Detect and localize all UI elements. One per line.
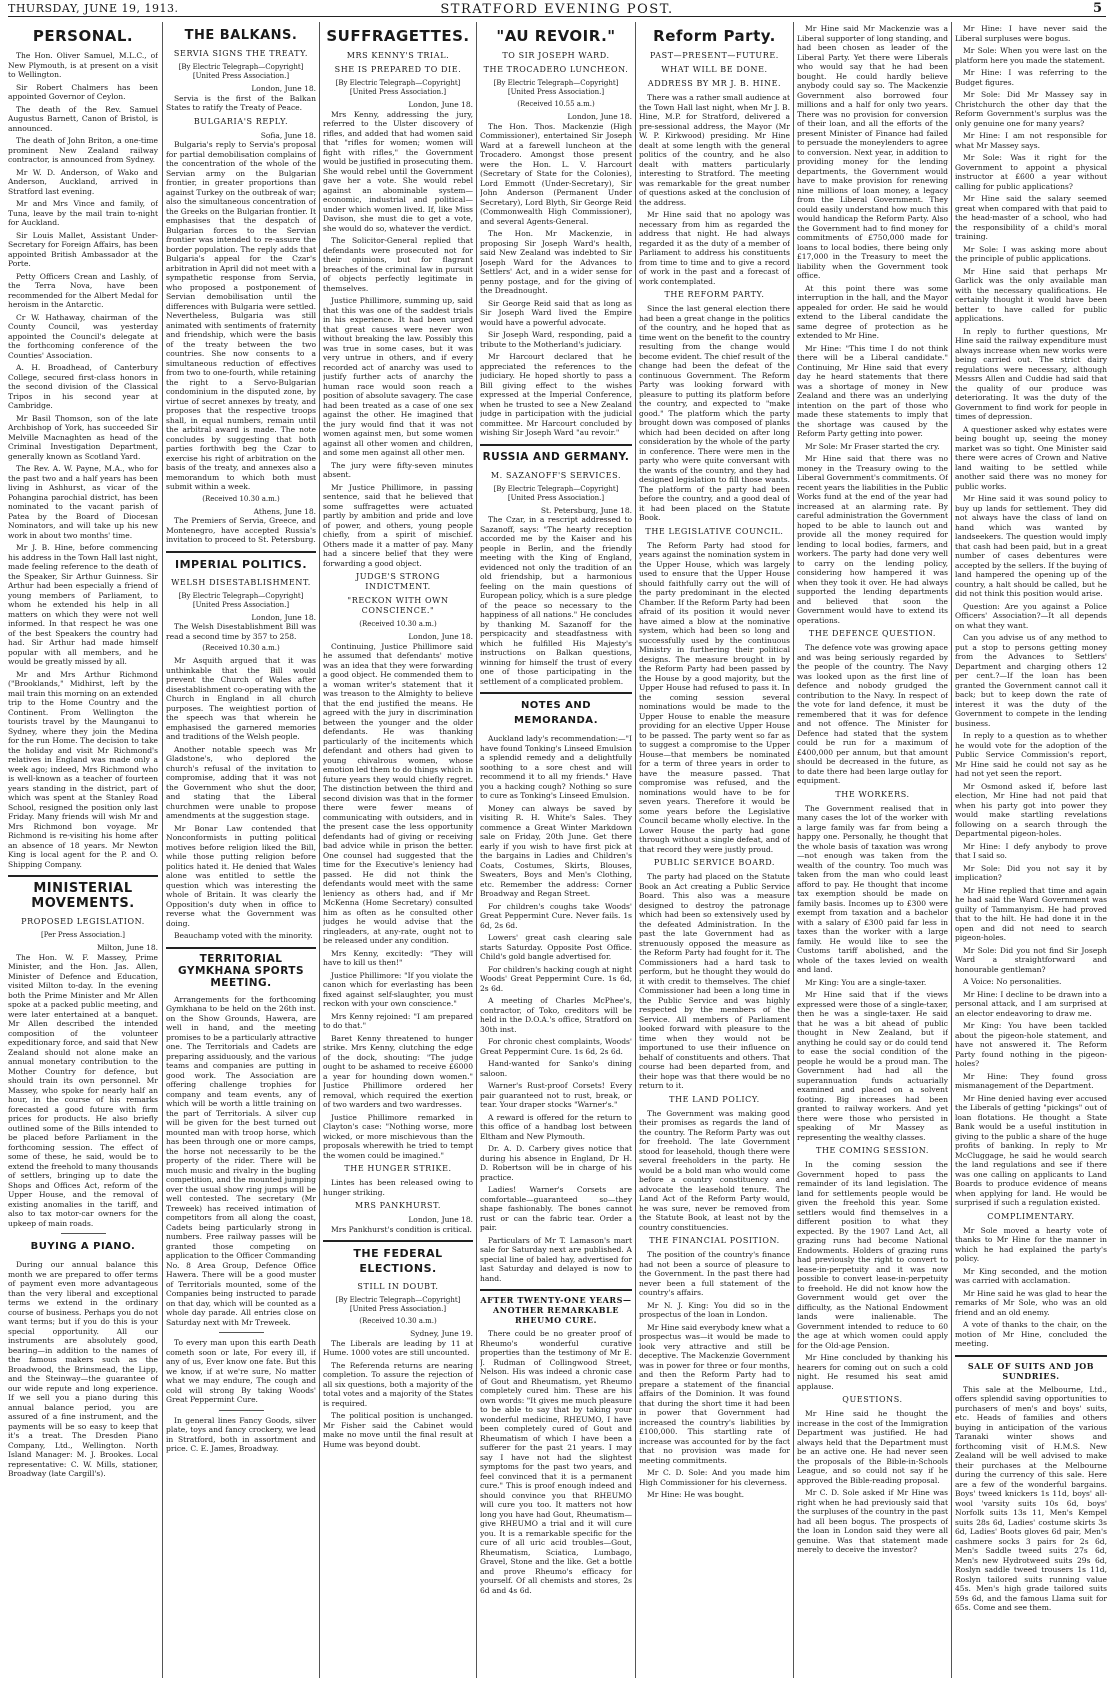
paragraph: The defence vote was growing apace and was being seriously regarded by the people of the country. The Navy was looked upon as the first line of defence and nobody grudged the contribution to the Navy. In respect of the vote for land defence, it must be remembered that it was for defence and not offence. The Minister for Defence had stated that the system could be run for a maximum of £400,000 per annum, but that amount should be decreased in the future, as to date there had been large outlay for equipment.	[797, 643, 948, 785]
paragraph: Sir Robert Chalmers has been appointed Governor of Ceylon.	[8, 82, 158, 101]
paragraph: The political position is unchanged. Mr Fisher said the Cabinet would make no move until the final result at Hume was beyond doubt.	[323, 1411, 473, 1449]
column-rule	[635, 22, 636, 1678]
paragraph: The Government realised that in many cases the lot of the worker with a large family was far from being a happy one. Personally, he thought that the whole basis of taxation was wrong—not enough was taken from the wealth of the country. Too much was taken from the man who could least afford to pay. He thought that income tax exemption should be made on family basis. Incomes up to £300 were exempt from taxation and a bachelor with a salary of £300 paid far less in taxes than the worker with a large family. He would like to see the Customs tariff abolished, and the whole of the taxes levied on wealth and land.	[797, 803, 948, 974]
paragraph: A questioner asked why estates were being bought up, seeing the money market was so tight. One Minister said there were acres of Crown and Native land waiting to be settled while another said there was no money for public works.	[955, 424, 1107, 491]
column-4	[480, 24, 632, 1676]
paragraph: Mr W. D. Anderson, of Wako and Anderson, Auckland, arrived in Stratford last evening.	[8, 167, 158, 196]
subheading: THE TROCADERO LUNCHEON.	[483, 65, 629, 74]
paragraph: The Premiers of Servia, Greece, and Montenegro, have accepted Russia's invitation to proceed to St. Petersburg.	[166, 516, 316, 544]
subheading: THE WORKERS.	[835, 789, 910, 799]
wire-credit: [By Electric Telegraph—Copyright] [United Press Association.]	[178, 63, 304, 80]
paragraph: In the coming session the Government hoped to pass the remainder of its land legislation. The land for settlements people would be given the freehold this year. Some settlers would find themselves in a different position to what they expected. By the 1907 Land Act, all grazing runs had become National Endowments. Holders of grazing runs had previously the right to convert to lease-in-perpetuity and it was now possible to convert lease-in-perpetuity to freehold. He did not know how the Government would get over the difficulty, as the National Endowment lands were inalienable. The Government intended to reduce to 60 the age at which women could apply for the Old-age Pension.	[797, 1160, 948, 1350]
paragraph: Mr Basil Thomson, son of the late Archbishop of York, has succeeded Sir Melville Macnaghten as head of the Criminal Investigation Department, generally known as Scotland Yard.	[8, 413, 158, 461]
paragraph: The Czar, in a rescript addressed to Sazanoff, says: "The hearty reception accorded me by the Kaiser and his people in Berlin, and the friendly meeting with the King of England, evidenced not only the tradition of an old friendship, but a harmonious feeling on the main questions of European policy, which is a sure pledge of the peace so necessary to the happiness of all nations." He concludes by thanking M. Sazanoff for the perspicacity and steadfastness with which he fulfilled His Majesty's instructions on Balkan questions, winning for himself the trust of every one of those participating in the settlement of a complicated problem.	[480, 515, 632, 686]
column-7	[955, 24, 1107, 1676]
paragraph: Mr Asquith argued that it was unthinkable that the Bill would prevent the Church of Wales after disestablishment co-operating with the Church in England in all church purposes. The weightiest portion of the speech was that wherein he emphasised the garnered memories and traditions of the Welsh people.	[166, 656, 316, 741]
column-2	[166, 24, 316, 1676]
subheading: THE FINANCIAL POSITION.	[649, 1236, 780, 1245]
paragraph: Bulgaria's reply to Servia's proposal for partial demobilisation complains of the concentration of the whole of the Servian army on the Bulgarian frontier, in greater proportions than against Turkey on the outbreak of war; also the simultaneous concentration of the Greeks on the Bulgarian frontier. It emphasises that the despatch of Bulgarian forces to the Servian frontier was intended to re-assure the border population. The reply adds that Bulgaria's appeal for the Czar's arbitration in April did not meet with a sympathetic response from Servia, who proposed a postponement of Servian demobilisation until the differences with Bulgaria were settled. Nevertheless, Bulgaria was still animated with sentiments of fraternity and friendship, which were the basis of the treaty between the two countries. She now consents to a simultaneous reduction of effectives from two to one-fourth, while retaining the right to a Servo-Bulgarian condominium in the disputed zone, by virtue of secret annexes by treaty, and proposes that the respective troops shall, in equal numbers, remain until the arbitral award is made. The note concludes by suggesting that both parties forthwith beg the Czar to exercise his right of arbitration on the basis of the treaty, and annexes also a memorandum to which both must submit within a week.	[166, 140, 316, 491]
paragraph: A reward is offered for the return to this office of a handbag lost between Eltham and New Plymouth.	[480, 1112, 632, 1141]
dateline: London, June 18.	[567, 112, 632, 121]
paragraph: Mrs Kenny, excitedly: "They will have to kill us then!"	[323, 948, 473, 967]
paragraph: Money can always be saved by visiting R. H. White's Sales. They commence a Great Winter Markdown sale on Friday, 20th June. Get there early if you wish to have first pick at the bargains in Ladies and Children's Coats, Costumes, Skirts, Blouses, Sweaters, Boys and Men's Clothing, etc. Remember the address: Corner Broadway and Regan Street.	[480, 803, 632, 898]
section-rule	[166, 551, 316, 553]
paragraph: Mr Hine concluded by thanking his hearers for coming out on such a cold night. He resumed his seat amid applause.	[797, 1353, 948, 1391]
dateline: London, June 18.	[251, 84, 316, 93]
paragraph: The Hon. Thos. Mackenzie (High Commissioner), entertained Sir Joseph Ward at a farewell luncheon at the Trocadero. Amongst those present were the Hon. L. V. Harcourt (Secretary of State for the Colonies), Lord Emmott (Under-Secretary), Sir John Anderson (Permanent Under Secretary), Lord Blyth, Sir George Reid (Commonwealth High Commissioner), and several Agents-General.	[480, 121, 632, 226]
paragraph: Petty Officers Crean and Lashly, of the Terra Nova, have been recommended for the Albert Medal for heroism in the Antarctic.	[8, 271, 158, 309]
subheading: WELSH DISESTABLISHMENT.	[171, 577, 311, 587]
paragraph: Auckland lady's recommendation:—"I have found Tonking's Linseed Emulsion a splendid remedy and a delightfully soothing to a sore chest and will recommend it to all my friends." Have you a hacking cough? Nothing so sure to cure as Tonking's Linseed Emulsion.	[480, 734, 632, 800]
heading-imperial-politics: IMPERIAL POLITICS.	[174, 557, 308, 571]
paragraph: The Reform Party had stood for years against the nomination system in the Upper House, which was largely used to ensure that the Upper House should faithfully carry out the will of the party predominant in the elected Chamber. If the Reform Party had been afraid of its position it would never have aimed a blow at the nominative system, which had been so long and successfully used by the continuous Ministry in furthering their political designs. The measure brought in by the Reform Party had been passed by the House by a good majority, but the Upper House had refused to pass it. In the coming session several nominations would be made to the Upper House to enable the measure providing for an elective Upper House to be passed. The party went so far as to suggest a compromise to the Upper House—that members be nominated for a term of three years in order to have the measure passed. That compromise was refused, and the nominations would have to be for seven years. Therefore it would be some years before the Legislative Council became wholly elective. In the Lower House the party had gone through without a single defeat, and of that record they were justly proud.	[639, 540, 790, 854]
column-rule	[162, 22, 163, 1678]
subheading: BULGARIA'S REPLY.	[193, 116, 289, 126]
paragraph: Mr Hine said he was glad to hear the remarks of Mr Sole, who was an old friend and an old enemy.	[955, 1288, 1107, 1317]
paragraph: Warner's Rust-proof Corsets! Every pair guaranteed not to rust, break, or tear. Your draper stocks "Warner's."	[480, 1081, 632, 1109]
paragraph: Mr Hine: I defy anybody to prove that I said so.	[955, 841, 1107, 860]
paragraph: Mrs Kenny rejoined: "I am prepared to do that."	[323, 1011, 473, 1030]
paragraph: Mr Sole: Did you not say it by implication?	[955, 863, 1107, 882]
heading-suffragettes: SUFFRAGETTES.	[326, 27, 470, 45]
heading-balkans: THE BALKANS.	[184, 28, 298, 43]
paragraph: Mr and Mrs Vince and family, of Tuna, leave by the mail train to-night for Auckland.	[8, 199, 158, 227]
paragraph: Lowers' great cash clearing sale starts Saturday. Opposite Post Office. Child's gold bangle advertised for.	[480, 933, 632, 961]
paragraph: Mr C. D. Sole: And you made him High Commissioner for his cleverness.	[639, 1468, 790, 1487]
paragraph: A. H. Broadhead, of Canterbury College, secured first-class honors in the second division of the Classical Tripos in his second year at Cambridge.	[8, 363, 158, 410]
paragraph: The Hon. Mr Mackenzie, in proposing Sir Joseph Ward's health, said New Zealand was indebted to Sir Joseph Ward for the Advances to Settlers' Act, and in a wider sense for penny postage, and for the giving of the Dreadnought.	[480, 229, 632, 295]
wire-credit: [By Electric Telegraph—Copyright] [United Press Association.]	[493, 484, 619, 502]
received-note: (Received 10.30 a.m.)	[202, 494, 280, 503]
subheading: THE COMING SESSION.	[816, 1146, 929, 1155]
column-1	[8, 24, 158, 1676]
paragraph: Justice Phillimore, summing up, said that this was one of the saddest trials in his experience. It had been urged that great causes were never won without breaking the law. Possibly this was true in some cases, but it was very untrue in others, and if every recorded act of anarchy was used to justify further acts of anarchy the human race would soon reach a position of absolute savagery. The case had been treated as a case of one sex against the other. He imagined that the jury would find that it was not women against men, but some women against all other women and children, and some men against all other men.	[323, 296, 473, 457]
column-rule	[951, 22, 952, 1678]
paragraph: In reply to a question as to whether he would vote for the adoption of the Public Service Commission's report, Mr Hine said he could not say as he had not yet seen the report.	[955, 731, 1107, 778]
dateline: St. Petersburg, June 18.	[540, 505, 632, 515]
column-rule	[476, 22, 477, 1678]
paragraph: Mr Hine said he thought the increase in the cost of the Immigration Department was justified. He had always held that the Department must be an active one. He had never seen the proposals of the Bible-in-Schools League, and so could not say if he approved the Bible-reading proposal.	[797, 1409, 948, 1485]
subheading: QUESTIONS.	[842, 1395, 903, 1404]
paragraph: The death of John Briton, a one-time prominent New Zealand railway contractor, is announced from Sydney.	[8, 136, 158, 164]
issue-date: THURSDAY, JUNE 19, 1913.	[8, 2, 179, 15]
paragraph: The Hon. Oliver Samuel, M.L.C., of New Plymouth, is at present on a visit to Wellington.	[8, 51, 158, 79]
paragraph: The Hon. W. F. Massey, Prime Minister, and the Hon. Jas. Allen, Minister of Defence and Education, visited Milton to-day. In the evening both the Prime Minister and Mr Allen spoke at a packed public meeting, and were later entertained at a banquet. Mr Allen described the intended composition of the volunteer expeditionary force, and said that New Zealand should not alone make an annual monetary contribution to the Mother Country for defence, but should train its own personnel. Mr Massey, who spoke for nearly half an hour, in the course of his remarks forecasted a good future with firm prices for products. He also briefly outlined some of the Bills intended to be placed before Parliament in the forthcoming session. The effect of some of these, he said, would be to extend the freehold to many thousands of settlers, bringing up to date the Shops and Offices Act, reform of the Upper House, and the removal of existing anomalies in the tariff, and also to tax motor-car owners for the upkeep of main roads.	[8, 952, 158, 1228]
paragraph: Mr King: You have been tackled about the pigeon-hole statement, and have not answered it. The Reform Party found nothing in the pigeon-holes?	[955, 1021, 1107, 1068]
paragraph: Mr Hine: I was referring to the Budget figures.	[955, 68, 1107, 87]
paragraph: Mr Hine said that perhaps Mr Garlick was the only available man with the necessary qualifications. He certainly thought it would have been better to have called for public applications.	[955, 266, 1107, 323]
paragraph: Mr Hine said it was sound policy to buy up lands for settlement. They did not always have the class of land on hand which was wanted by landseekers. The question would imply that cash had been paid, but in a great number of cases debentures were accepted by the sellers. If the buying of land hampered the opening up of the country, a halt should be called, but he did not think this position would arise.	[955, 494, 1107, 598]
paragraph: The jury were fifty-seven minutes absent.	[323, 460, 473, 479]
subheading: THE HUNGER STRIKE.	[344, 1164, 452, 1173]
subheading: PROPOSED LEGISLATION.	[21, 917, 145, 926]
paragraph: The death of the Rev. Samuel Augustus Barnett, Canon of Bristol, is announced.	[8, 104, 158, 133]
subheading: MRS PANKHURST.	[355, 1201, 441, 1210]
dateline: London, June 18.	[408, 1215, 473, 1224]
subheading: "RECKON WITH OWN CONSCIENCE."	[347, 596, 449, 615]
subheading: TO SIR JOSEPH WARD.	[502, 51, 610, 60]
paragraph: Ladies! Warner's Corsets are comfortable—guaranteed so—they shape fashionably. The bones cannot rust or can the fabric tear. Order a pair.	[480, 1185, 632, 1232]
column-rule	[793, 22, 794, 1678]
paragraph: Justice Phillimore remarked in Clayton's case: "Nothing worse, more wicked, or more mischievous than the proposals wherewith he tried to tempt the women could be imagined."	[323, 1112, 473, 1160]
paragraph: Since the last general election there had been a great change in the politics of the country, and he hoped that as time went on the benefit to the country resulting from the change would become evident. The chief result of the change had been the defeat of the continuous Government. The Reform Party was looking forward with pleasure to putting its platform before the country, and expected to "make good." The platform which the party brought down was composed of planks which had been decided on after long consideration by the whole of the party in conference. There were men in the party who were quite conversant with the wants of the country, and they had designed legislation to fill those wants. The platform of the party had been before the country, and a good deal of it had been placed on the Statute Book.	[639, 304, 790, 522]
paragraph: In general lines Fancy Goods, silver plate, toys and fancy crockery, we lead in Stratford, both in assortment and price. C. E. James, Broadway.	[166, 1415, 316, 1453]
section-rule	[8, 875, 158, 877]
subheading: SERVIA SIGNS THE TREATY.	[173, 49, 309, 58]
heading-buying-piano: BUYING A PIANO.	[30, 1241, 136, 1252]
dateline: Sydney, June 19.	[410, 1329, 473, 1338]
section-rule	[480, 1289, 632, 1291]
received-note: (Received 10.30 a.m.)	[202, 644, 280, 652]
paragraph: Mr Sole: I was asking more about the principle of public applications.	[955, 244, 1107, 263]
dateline: London, June 18.	[251, 612, 316, 622]
paragraph: Mr Hine: They found gross mismanagement of the Department.	[955, 1071, 1107, 1090]
paragraph: For children's coughs take Woods' Great Peppermint Cure. Never fails. 1s 6d, 2s 6d.	[480, 901, 632, 930]
subheading: COMPLIMENTARY.	[987, 1211, 1075, 1221]
paragraph: Mr Hine said that if the views expressed were those of a single-taxer, then he was a single-taxer. He said that he was a bit ahead of public thought in New Zealand, but if anything he could say or do could tend to ease the social condition of the people he would be a proud man. The Government had had all the superannuation funds actuarially examined and placed on a solvent footing. Big increases had been granted to railway workers. And yet there were those who persisted in speaking of Mr Massey as representing the wealthy classes.	[797, 990, 948, 1142]
heading-ministerial-movements: MINISTERIAL MOVEMENTS.	[31, 881, 135, 911]
paragraph: Sir George Reid said that as long as Sir Joseph Ward lived the Empire would have a powerful advocate.	[480, 298, 632, 327]
paragraph: Mr Sole: Was it right for the Government to appoint a physical instructor at £600 a year without calling for public applications?	[955, 153, 1107, 191]
paragraph: The Government was making good their promises as regards the land of the country. The Reform Party was out for freehold. The late Government stood for leasehold, though there were several freeholders in the party. He would be a bold man who would come before a country constituency and advocate the leasehold tenure. The Land Act of the Reform Party would, he was sure, never be removed from the Statute Book, at least not by the country constituencies.	[639, 1108, 790, 1232]
paragraph: Mr Hine denied having ever accused the Liberals of getting "pickings" out of loan flotations. He thought a State Bank would be a useful institution in giving to the public a share of the huge profits of banking. In reply to Mr McCluggage, he said he would search the land regulations and see if there was one calling on applicants to Land Boards to produce evidence of means when applying for land. He would be surprised if such a regulation existed.	[955, 1093, 1107, 1207]
column-5	[639, 24, 790, 1676]
paragraph: Mr Sole: Did Mr Massey say in Christchurch the other day that the Reform Government's surplus was the only genuine one for many years?	[955, 90, 1107, 128]
paragraph: Mr Sole: When you were last on the platform here you made the statement.	[955, 46, 1107, 65]
paragraph: At this point there was some interruption in the hall, and the Mayor appealed for order. He said he would extend to the Liberal candidate the same degree of protection as he extended to Mr Hine.	[797, 283, 948, 340]
heading-notes-memoranda: NOTES AND MEMORANDA.	[513, 700, 599, 726]
paragraph: The Liberals are leading by 11 at Hume. 1000 votes are still uncounted.	[323, 1338, 473, 1357]
paragraph: Mr Hine said that there was no money in the Treasury owing to the Liberal Government's commitments. Of recent years the liabilities in the Public Works fund at the end of the year had increased at an alarming rate. By careful administration the Government hoped to be able to launch out and provide all the money required for lending to local bodies, farmers, and workers. The party had done very well to carry on the lending policy, considering how hampered it was when they took it over. He had always supported the lending departments and believed that soon the Government would have to extend its operations.	[797, 454, 948, 625]
paragraph: Mr Hine said everybody knew what a prospectus was—it would be made to look very attractive and still be deceptive. The Mackenzie Government was in power for three or four months, and then the Reform Party had to prepare a statement of the financial affairs of the Dominion. It was found that during the short time it had been in power that Government had increased the country's liabilities by £100,000. This startling rate of increase was accounted for by the fact that no provision was made for meeting commitments.	[639, 1322, 790, 1465]
paragraph: A Voice: No personalities.	[963, 977, 1062, 986]
paragraph: Mr Hine: "This time I do not think there will be a Liberal candidate." Continuing, Mr Hine said that every day he heard statements that there was a shortage of money in New Zealand and there was an underlying intention on the part of those who made these statements to imply that the shortage was caused by the Reform Party getting into power.	[797, 343, 948, 438]
paragraph: Mr and Mrs Arthur Richmond ("Brooklands," Midhirst, left by the mail train this morning on an extended trip to the Home Country and the Continent. From Wellington the tourists travel by the Maunganui to Sydney, where they join the Medina for the run Home. The decision to take the holiday and visit Mr Richmond's relatives in England was made only a week ago; indeed, Mrs Richmond who is well-known as a teacher of fourteen years standing in the district, part of which was spent at the Stanley Road School, resigned the position only last Friday. Many friends will wish Mr and Mrs Richmond bon voyage. Mr Richmond is re-visiting his home after an absence of 18 years. Mr Newton King is local agent for the P. and O. Shipping Company.	[8, 669, 158, 869]
subheading: PAST—PRESENT—FUTURE.	[650, 51, 779, 60]
wire-credit: [By Electric Telegraph—Copyright] [United Press Association.]	[335, 1296, 461, 1313]
paragraph: Lintes has been released owing to hunger striking.	[323, 1178, 473, 1197]
paragraph: A vote of thanks to the chair, on the motion of Mr Hine, concluded the meeting.	[955, 1320, 1107, 1348]
received-note: (Received 10.55 a.m.)	[517, 100, 595, 108]
subheading: JUDGE'S STRONG INDICTMENT.	[355, 572, 440, 591]
paragraph: Continuing, Justice Phillimore said he assumed that defendants' motive was an idea that they were forwarding a good object. He commended them to a woman writer's statement that it was treason to the Almighty to believe that the end justified the means. He agreed with the jury in discrimination between the younger and the older defendants. He was thanking particularly of the incitements which defendant and others had given to young chivalrous women, whose emotion led them to do things which in future years they would chiefly regret. The distinction between the third and second division was that in the former there were fewer means of communicating with outsiders, and in the present case the less opportunity defendants had of giving or receiving bad advice while in prison the better. One counsel had suggested that the time for the Executive's leniency had passed. He did not think the defendants would meet with the same leniency as others had, and if Mr McKenna (Home Secretary) consulted him as often as he consulted other judges he would advise that the ringleaders, at any-rate, ought not to be released under any condition.	[323, 641, 473, 945]
paragraph: A meeting of Charles McPhee's, contractor, of Toko, creditors will be held in the D.O.A.'s office, Stratford on 30th inst.	[480, 996, 632, 1034]
paragraph: Mr Bonar Law contended that Nonconformists in putting political motives before religion liked the Bill, while those putting religion before politics hated it. He denied that Wales alone was entitled to settle the question which was interesting the whole of Britain. It was clearly the Opposition's duty when in office to reverse what the Government was doing.	[166, 823, 316, 928]
paragraph: Mr C. D. Sole asked if Mr Hine was right when he had previously said that the surpluses of the country in the past had all been bogus. The prospects of the loan in London said they were all genuine. Was that statement made merely to deceive the investor?	[797, 1488, 948, 1554]
section-rule	[323, 1240, 473, 1242]
paragraph: There was a rather small audience at the Town Hall last night, when Mr J. B. Hine, M.P. for Stratford, delivered a pre-sessional address, the Mayor (Mr W. P. Kirkwood) presiding. Mr Hine dealt at some length with the general politics of the country, and he also dealt with matters particularly interesting to Stratford. The meeting was remarkable for the great number of questions asked at the conclusion of the address.	[639, 93, 790, 207]
paragraph: Mrs Kenny, addressing the jury, referred to the Ulster discovery of rifles, and added that had women said that "rifles for women; women will fight with rifles," the Government would be justified in prosecuting them. She would rebel until the Government gave her a vote. She would rebel against an abominable system—economic, industrial and political—under which women lived. If, like Miss Davison, she must die to get a vote, she would do so, whatever the verdict.	[323, 109, 473, 233]
heading-au-revoir: "AU REVOIR."	[496, 27, 616, 45]
paragraph: Question: Are you against a Police Officers' Association?—It all depends on what they want.	[955, 601, 1107, 630]
subheading: THE LEGISLATIVE COUNCIL.	[645, 526, 784, 536]
heading-russia-germany: RUSSIA AND GERMANY.	[482, 450, 630, 463]
subheading: THE REFORM PARTY.	[664, 290, 765, 299]
paragraph: Particulars of Mr T. Lamason's mart sale for Saturday next are published. A special line of baled hay, advertised for last Saturday and delayed is now to hand.	[480, 1235, 632, 1283]
dateline: Milton, June 18.	[96, 943, 158, 952]
dateline: London, June 18.	[408, 100, 473, 109]
subheading: ADDRESS BY MR J. B. HINE.	[647, 79, 782, 88]
paragraph: Mr Sole: Did you not find Sir Joseph Ward a straightforward and honourable gentleman?	[955, 945, 1107, 974]
paragraph: Mr King seconded, and the motion was carried with acclamation.	[955, 1266, 1107, 1285]
paragraph: Mr Osmond asked if, before last election, Mr Hine had not paid that when his party got into power they would make startling revelations following on a search through the Departmental pigeon-holes.	[955, 781, 1107, 838]
divider	[219, 1332, 264, 1333]
paragraph: The Rev. A. W. Payne, M.A., who for the past two and a half years has been living in Ashhurst, as vicar of the Pohangina parochial district, has been nominated to the vacant parish of Patea by the Board of Diocesan Nominators, and will take up his new work in about two months' time.	[8, 464, 158, 540]
subheading: AFTER TWENTY-ONE YEARS—ANOTHER REMARKABLE RHEUMO CURE.	[480, 1295, 632, 1325]
verse: To every man upon this earth Death cometh soon or late, For every ill, if any of us, Ever know one fate. But this we know, if at we're sure, No matter what we may endure, The cough and cold will strong By taking Woods' Great Peppermint Cure.	[166, 1338, 316, 1404]
column-6	[797, 24, 948, 1676]
paragraph: Can you advise us of any method to put a stop to persons getting money from the Advances to Settlers' Department and charging others 12 per cent.?—If the loan has been granted the Government cannot call it back; but to keep down the rate of interest it was the duty of the Government to compete in the lending business.	[955, 633, 1107, 728]
paragraph: Mr Sole moved a hearty vote of thanks to Mr Hine for the manner in which he had explained the party's policy.	[955, 1225, 1107, 1263]
wire-credit: [By Electric Telegraph—Copyright] [United Press Association.]	[178, 591, 304, 609]
divider	[219, 1410, 264, 1411]
paragraph: The position of the country's finance had not been a source of pleasure to the Government. In the past there had never been a full statement of the country's affairs.	[639, 1250, 790, 1297]
paragraph: Mr Harcourt declared that he appreciated the references to the judiciary. He hoped shortly to pass a Bill giving effect to the wishes expressed at the Imperial Conference, when he trusted to see a New Zealand judge in participation with the judicial committee. Mr Harcourt concluded by wishing Sir Joseph Ward "au revoir."	[480, 352, 632, 437]
paragraph: Mr Hine: He was bought.	[647, 1490, 745, 1499]
paragraph: Mr King: You are a single-taxer.	[805, 977, 927, 987]
paragraph: Sir Joseph Ward, responding, paid a tribute to the Motherland's judiciary.	[480, 330, 632, 349]
heading-personal: PERSONAL.	[32, 27, 134, 45]
paragraph: The Welsh Disestablishment Bill was read a second time by 357 to 258.	[166, 622, 316, 641]
paragraph: For children's hacking cough at night Woods' Great Peppermint Cure. 1s 6d, 2s 6d.	[480, 964, 632, 993]
subheading: M. SAZANOFF'S SERVICES.	[490, 470, 622, 480]
paragraph: Mr J. B. Hine, before commencing his address in the Town Hall last night, made feeling reference to the death of the Speaker, Sir Arthur Guinness. Sir Arthur had been especially a friend of young members of Parliament, to whom he extended his help in all matters on which they were not well informed. In that respect he was one of the best Speakers the country had had. Sir Arthur had made himself popular with all members, and he would be greatly missed by all.	[8, 543, 158, 666]
paragraph: Baret Kenny threatened to hunger strike. Mrs Kenny, clutching the edge of the dock, shouting: "The judge ought to be ashamed to receive £6000 a year for hounding down women." Justice Phillimore ordered her removal, which required the exertion of two warders and two wardresses.	[323, 1033, 473, 1109]
wire-credit: [By Electric Telegraph—Copyright] [United Press Association.]	[493, 79, 619, 96]
dateline: Sofia, June 18.	[260, 130, 316, 140]
subheading: PUBLIC SERVICE BOARD.	[653, 858, 776, 867]
paragraph: Mr Hine: I decline to be drawn into a personal attack, and I am surprised at an elector endeavoring to draw me.	[955, 989, 1107, 1018]
paragraph: Mr Hine: I am not responsible for what Mr Massey says.	[955, 131, 1107, 150]
paragraph: The Referenda returns are nearing completion. To assure the rejection of all six questions, both a majority of the total votes and a majority of the States is required.	[323, 1360, 473, 1408]
divider	[61, 1233, 106, 1234]
paragraph: The party had placed on the Statute Book an Act creating a Public Service Board. This also was a measure designed to destroy the patronage which had been so extensively used by the defeated Administration. In the past the late Government had as strenuously opposed the measure as the Reform Party had fought for it. The Commissioners had a hard task to perform, but he thought they would do it with credit to themselves. The chief Commissioner had been a long time in the Public Service and was highly respected by the members of the Service. All members of Parliament looked forward with pleasure to the time when they would not be importuned to use their influence on behalf of constituents and others. That course had been departed from, and their hope was that there would be no return to it.	[639, 872, 790, 1090]
subheading: THE LAND POLICY.	[669, 1094, 760, 1104]
paragraph: For chronic chest complaints, Woods' Great Peppermint Cure. 1s 6d, 2s 6d.	[480, 1037, 632, 1056]
paragraph: Mr Justice Phillimore, in passing sentence, said that he believed that some suffragettes were actuated partly by ambition and pride and love of power, and others, young people chiefly, from a spirit of mischief. Others made it a matter of pay. Many had a sincere belief that they were forwarding a good object.	[323, 482, 473, 568]
paragraph: Another notable speech was Mr Gladstone's, who deplored the church's refusal of the invitation to compromise, adding that it was not the Government who shut the door, and stating that the Liberal churchmen were unable to propose amendments at the suggestion stage.	[166, 744, 316, 820]
paragraph: Mr N. J. King: You did so in the prospectus of the loan in London.	[639, 1300, 790, 1319]
paragraph: This sale at the Melbourne, Ltd., offers splendid saving opportunities to purchasers of men's and boys' suits, etc. Heads of families and others buying in anticipation of the various Taranaki winter shows and forthcoming visit of H.M.S. New Zealand will be well advised to make their purchases at the Melbourne during the currency of this sale. Here are a few of the wonderful bargains. Boys' tweed knickers 1s 11d, boys' all-wool 'varsity suits 10s 6d, boys' Norfolk suits 13s 11, Men's Kempel suits 28s 6d, Ladies' costume skirts 3s 6d, Ladies' Boots gloves 6d pair, Men's cashmere socks 3 pairs for 2s 6d, Men's Saddle tweed suits 27s 6d, Men's new Hydrotweed suits 29s 6d, Roslyn saddle tweed trousers 1s 11d, Roslyn tailored suits running value 45s. Men's high grade tailored suits 59s 6d, and the famous Llama suit for 65s. Come and see them.	[955, 1384, 1107, 1612]
paragraph: Beauchamp voted with the minority.	[174, 931, 313, 940]
paragraph: Mr Hine said that no apology was necessary from him as regarded the address that night. He had always regarded it as the duty of a member of Parliament to address his constituents from time to time and to give a record of work in the past and a forecast of work contemplated.	[639, 210, 790, 286]
paragraph: Arrangements for the forthcoming Gymkhana to be held on the 26th inst. on the Show Grounds, Hawera, are well in hand, and the meeting promises to be a particularly attractive one. The Territorials and Cadets are preparing assiduously, and the various teams and companies are putting in good work. The Association are offering challenge trophies for company and team events, any of which will be worth a little training on the part of Territorials. A silver cup will be given for the best turned out mounted man with troop horse, which has been through one or more camps, the horse not necessarily to be the property of the rider. There will be much music and rivalry in the bugling competition, and the mounted jumping over the usual show ring jumps will be well contested. The secretary (Mr Treweek) has received intimation of competitors from all along the coast, Cadets being particularly strong in numbers. Free railway passes will be granted those competing on application to the Officer Commanding No. 8 Area Group, Defence Office Hawera. There will be a good muster of Territorials mounted, some of the Companies being instructed to parade on that day, which will be counted as a whole day parade. All entries close on Saturday next with Mr Treweek.	[166, 994, 316, 1327]
paragraph: During our annual balance this month we are prepared to offer terms of payment even more advantageous than the very liberal and exceptional terms we extend in the ordinary course of business. Perhaps you do not want terms; but if you do this is your special opportunity. All our instruments are absolutely good, bearing—in addition to the names of the famous makers such as the Broadwood, the Brinsmead, the Lipp, and the Steinway—the guarantee of our wide repute and long experience. If we sell you a piano during this annual balance period, you are assured of a fine instrument, and the payments will be so easy to keep that it's a treat. The Dresden Piano Company, Ltd., Wellington. North Island Manager: M. J. Brookes. Local representative: C. W. Mills, stationer, Broadway (late Cargill's).	[8, 1260, 158, 1478]
subheading: STILL IN DOUBT.	[357, 1282, 439, 1291]
subheading: SHE IS PREPARED TO DIE.	[334, 65, 462, 74]
page-number: 5	[1092, 1, 1102, 16]
column-rule	[319, 22, 320, 1678]
heading-federal-elections: THE FEDERAL ELECTIONS.	[353, 1247, 443, 1275]
paragraph: Servia is the first of the Balkan States to ratify the Treaty of Peace.	[166, 93, 316, 112]
paragraph: Sir Louis Mallet, Assistant Under-Secretary for Foreign Affairs, has been appointed British Ambassador at the Porte.	[8, 230, 158, 268]
paragraph: Mr Hine: I have never said the Liberal surpluses were bogus.	[955, 24, 1107, 43]
paragraph: Dr. A. D. Carbery gives notice that during his absence in England, Dr H. D. Robertson will be in charge of his practice.	[480, 1144, 632, 1182]
paragraph: Cr W. Hathaway, chairman of the County Council, was yesterday appointed the Council's delegate at the forthcoming conference of the Counties' Association.	[8, 312, 158, 360]
paragraph: In reply to further questions, Mr Hine said the railway expenditure must always increase when new works were being carried out. The strict dairy regulations were necessary, although Messrs Allen and Cuddie had said that the quality of our produce was deteriorating. It was the duty of the Government to find work for people in times of depression.	[955, 326, 1107, 421]
section-rule	[480, 444, 632, 446]
heading-sale-of-suits: SALE OF SUITS AND JOB SUNDRIES.	[967, 1360, 1095, 1381]
paragraph: The Solicitor-General replied that defendants were prosecuted not for their opinions, but for flagrant breaches of the criminal law in pursuit of objects perfectly legitimate in themselves.	[323, 236, 473, 293]
subheading: WHAT WILL BE DONE.	[661, 65, 768, 74]
wire-credit: [Per Press Association.]	[41, 931, 125, 939]
received-note: (Received 10.30 a.m.)	[359, 620, 437, 628]
paragraph: Justice Phillimore: "If you violate the canon which for everlasting has been fixed against self-slaughter, you must reckon with your own conscience."	[323, 970, 473, 1008]
paragraph: Mrs Pankhurst's condition is critical.	[331, 1224, 472, 1234]
wire-credit: [By Electric Telegraph—Copyright] [United Press Association.]	[335, 79, 461, 96]
section-rule	[480, 692, 632, 694]
masthead	[8, 2, 1106, 17]
paragraph: Mr Hine said the salary seemed great when compared with that paid to the head-master of a school, who had the responsibility of a child's moral training.	[955, 194, 1107, 241]
heading-gymkhana: TERRITORIAL GYMKHANA SPORTS MEETING.	[177, 952, 305, 989]
section-rule	[955, 1355, 1107, 1357]
subheading: MRS KENNY'S TRIAL.	[346, 51, 450, 60]
column-3	[323, 24, 473, 1676]
dateline: London, June 18.	[408, 632, 473, 641]
dateline: Athens, June 18.	[253, 506, 316, 516]
paragraph: Hand-wanted for Sanko's dining saloon.	[480, 1059, 632, 1078]
paragraph: There could be no greater proof of Rheumo's wonderful curative properties than the testimony of Mr E. J. Rudman of Collingwood Street, Nelson. His was indeed a chronic case of Gout and Rheumatism, yet Rheumo completely cured him. These are his own words: "It gives me much pleasure to be able to say that by taking your wonderful medicine, RHEUMO, I have been completely cured of Gout and Rheumatism of which I have been a sufferer for the past 21 years. I may say I have not had the slightest symptoms for the past two years, and feel convinced that it is a permanent cure." This is proof enough indeed and should convince you that RHEUMO will cure you too. It matters not how long you have had Gout, Rheumatism—give RHEUMO a trial and it will cure you. It is a remarkable specific for the cure of all uric acid troubles—Gout, Rheumatism, Sciatica, Lumbago, Gravel, Stone and the like. Get a bottle and prove Rheumo's efficacy for yourself. Of all chemists and stores, 2s 6d and 4s 6d.	[480, 1329, 632, 1595]
subheading: THE DEFENCE QUESTION.	[808, 629, 937, 638]
section-rule	[166, 947, 316, 949]
heading-reform-party: Reform Party.	[653, 27, 776, 45]
received-note: (Received 10.30 a.m.)	[359, 1317, 437, 1325]
paragraph: Mr Sole: Mr Fraser started the cry.	[805, 441, 940, 451]
paragraph: Mr Hine replied that time and again he had said the Ward Government was guilty of Tammanyism. He had proved that to the hilt. He had done it in the open and did not need to search pigeon-holes.	[955, 885, 1107, 942]
paragraph: Mr Hine said Mr Mackenzie was a Liberal supporter of long standing, and had been chosen as leader of the Liberal Party. Yet there were Liberals who would say that he had been bought. He could hardly believe anybody could say so. The Mackenzie Government also borrowed four millions and a half for only two years. There was no provision for conversion of their loan, and all the efforts of the present Minister of Finance had failed to persuade the moneylenders to agree to conversion. Next year, in addition to providing money for the lending departments, the Government would have to make provision for renewing nine millions of loan money, a legacy from the Liberal Government. They could easily understand how much this would handicap the Reform Party. Also the Government had to find money for commitments of £750,000 made for loans to local bodies, there being only £17,000 in the Treasury to meet the liability when the Government took office.	[797, 24, 948, 280]
newspaper-title: STRATFORD EVENING POST.	[440, 2, 674, 17]
